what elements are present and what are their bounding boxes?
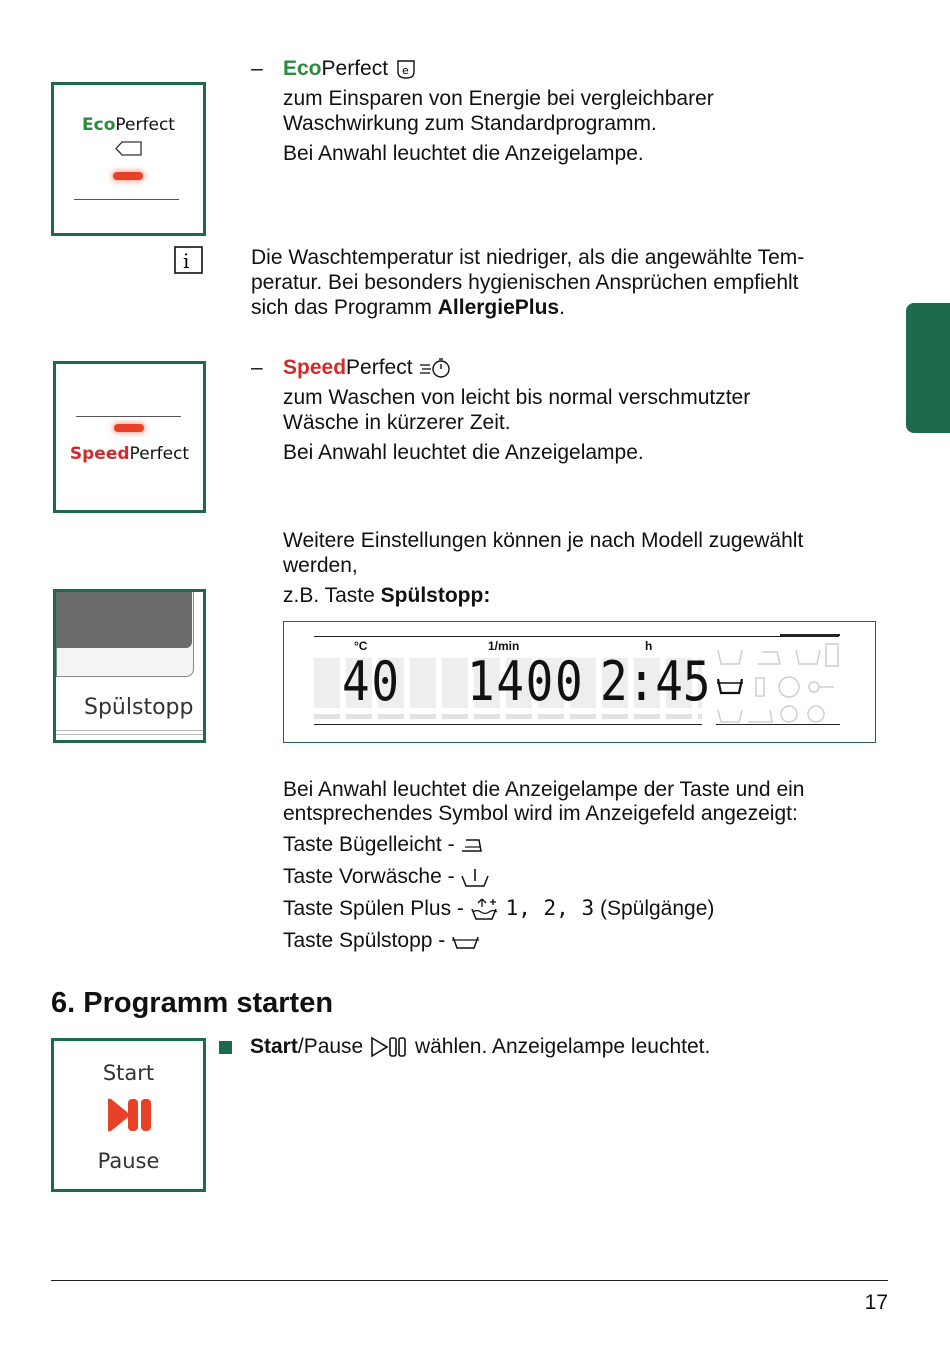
iron-ghost-icon xyxy=(758,652,780,664)
further-text-2: werden, xyxy=(283,554,358,577)
display-panel xyxy=(283,621,876,743)
speedperfect-dash: – xyxy=(251,356,263,379)
ghost-icon xyxy=(808,706,824,722)
start-pause-icon xyxy=(105,1097,155,1133)
display-spin-speed: 1400 xyxy=(467,650,585,713)
info-text-1: Die Waschtemperatur ist niedriger, als die angewählte Tem- xyxy=(251,246,805,269)
ecoperfect-indicator-lamp xyxy=(113,172,143,180)
display-temperature: 40 xyxy=(342,650,401,713)
prewash-icon xyxy=(460,866,490,888)
speedperfect-panel-label: SpeedPerfect xyxy=(69,444,190,464)
ghost-icon xyxy=(756,678,764,696)
spin-ghost-icon xyxy=(781,706,797,722)
display-bottom-rule xyxy=(314,724,702,725)
start-label: Start xyxy=(102,1061,155,1085)
svg-text:e: e xyxy=(401,64,409,78)
ecoperfect-panel-label: EcoPerfect xyxy=(82,115,175,135)
selection-item-rinse-plus: Taste Spülen Plus - 1, 2, 3 (Spülgänge) xyxy=(283,896,715,920)
further-text-1: Weitere Einstellungen können je nach Modell zugewählt xyxy=(283,529,804,552)
speed-stopwatch-icon xyxy=(418,357,454,379)
prewash-ghost-icon xyxy=(718,650,742,664)
iron-icon xyxy=(460,835,484,855)
ecoperfect-dash: – xyxy=(251,57,263,80)
unit-hours: h xyxy=(645,639,653,653)
panel-divider xyxy=(56,730,203,731)
eco-leaf-icon xyxy=(394,58,418,80)
panel-divider xyxy=(56,734,203,735)
ecoperfect-panel xyxy=(51,82,206,236)
ghost-icon xyxy=(748,710,772,722)
ecoperfect-title: EcoPerfect e xyxy=(283,56,418,81)
speedperfect-desc-1: zum Waschen von leicht bis normal verschmutzter xyxy=(283,386,751,409)
info-text-3: sich das Programm AllergiePlus. xyxy=(251,296,565,319)
unit-celsius: °C xyxy=(354,639,368,653)
selection-text-1: Bei Anwahl leuchtet die Anzeigelampe der Taste und ein xyxy=(283,778,805,801)
spuelstopp-panel xyxy=(53,589,206,743)
display-remaining-time: 2:45 xyxy=(600,650,711,713)
wash-ghost-icon xyxy=(718,710,742,722)
start-pause-outline-icon xyxy=(369,1036,409,1058)
panel-divider xyxy=(74,199,179,200)
selection-item-rinse-stop: Taste Spülstopp - xyxy=(283,928,481,953)
spuelstopp-panel-label: Spülstopp xyxy=(84,695,194,720)
rinse-plus-icon xyxy=(470,897,500,921)
ecoperfect-desc-1: zum Einsparen von Energie bei vergleichbarer xyxy=(283,87,714,110)
key-ghost-icon xyxy=(809,682,819,692)
unit-rpm: 1/min xyxy=(488,639,520,653)
info-icon xyxy=(174,246,204,274)
info-text-2: peratur. Bei besonders hygienischen Ansprüchen empfiehlt xyxy=(251,271,799,294)
start-instruction: Start/Pause wählen. Anzeigelampe leuchtet. xyxy=(250,1035,711,1058)
rinse-stop-active-icon xyxy=(718,679,742,693)
speedperfect-desc-3: Bei Anwahl leuchtet die Anzeigelampe. xyxy=(283,441,644,464)
speedperfect-panel xyxy=(53,361,206,513)
ecoperfect-desc-2: Waschwirkung zum Standardprogramm. xyxy=(283,112,657,135)
speedperfect-indicator-lamp xyxy=(114,424,144,432)
ghost-underline-segments xyxy=(314,714,702,719)
spuelstopp-button xyxy=(56,592,192,648)
footer-rule xyxy=(51,1280,888,1281)
section-heading: 6. Programm starten xyxy=(51,987,334,1019)
display-symbols xyxy=(714,638,844,726)
svg-text:i: i xyxy=(183,249,190,273)
selection-item-iron: Taste Bügelleicht - xyxy=(283,832,484,857)
chapter-tab xyxy=(906,303,950,433)
door-ghost-icon xyxy=(826,644,838,666)
start-pause-panel xyxy=(51,1038,206,1192)
selection-item-prewash: Taste Vorwäsche - xyxy=(283,864,490,889)
ecoperfect-desc-3: Bei Anwahl leuchtet die Anzeigelampe. xyxy=(283,142,644,165)
rinse-plus-ghost-icon xyxy=(796,650,820,664)
speedperfect-desc-2: Wäsche in kürzerer Zeit. xyxy=(283,411,511,434)
display-top-rule-right xyxy=(780,634,840,636)
eco-tag-icon xyxy=(114,140,144,158)
display-top-rule xyxy=(314,636,839,637)
bullet-square xyxy=(219,1041,232,1054)
speedperfect-title: SpeedPerfect xyxy=(283,355,454,380)
drum-ghost-icon xyxy=(779,677,799,697)
pause-label: Pause xyxy=(97,1149,160,1173)
selection-text-2: entsprechendes Symbol wird im Anzeigefeld angezeigt: xyxy=(283,802,798,825)
rinse-stop-icon xyxy=(451,931,481,951)
further-text-3: z.B. Taste Spülstopp: xyxy=(283,584,491,607)
panel-divider xyxy=(76,416,181,417)
page-number: 17 xyxy=(864,1291,888,1314)
